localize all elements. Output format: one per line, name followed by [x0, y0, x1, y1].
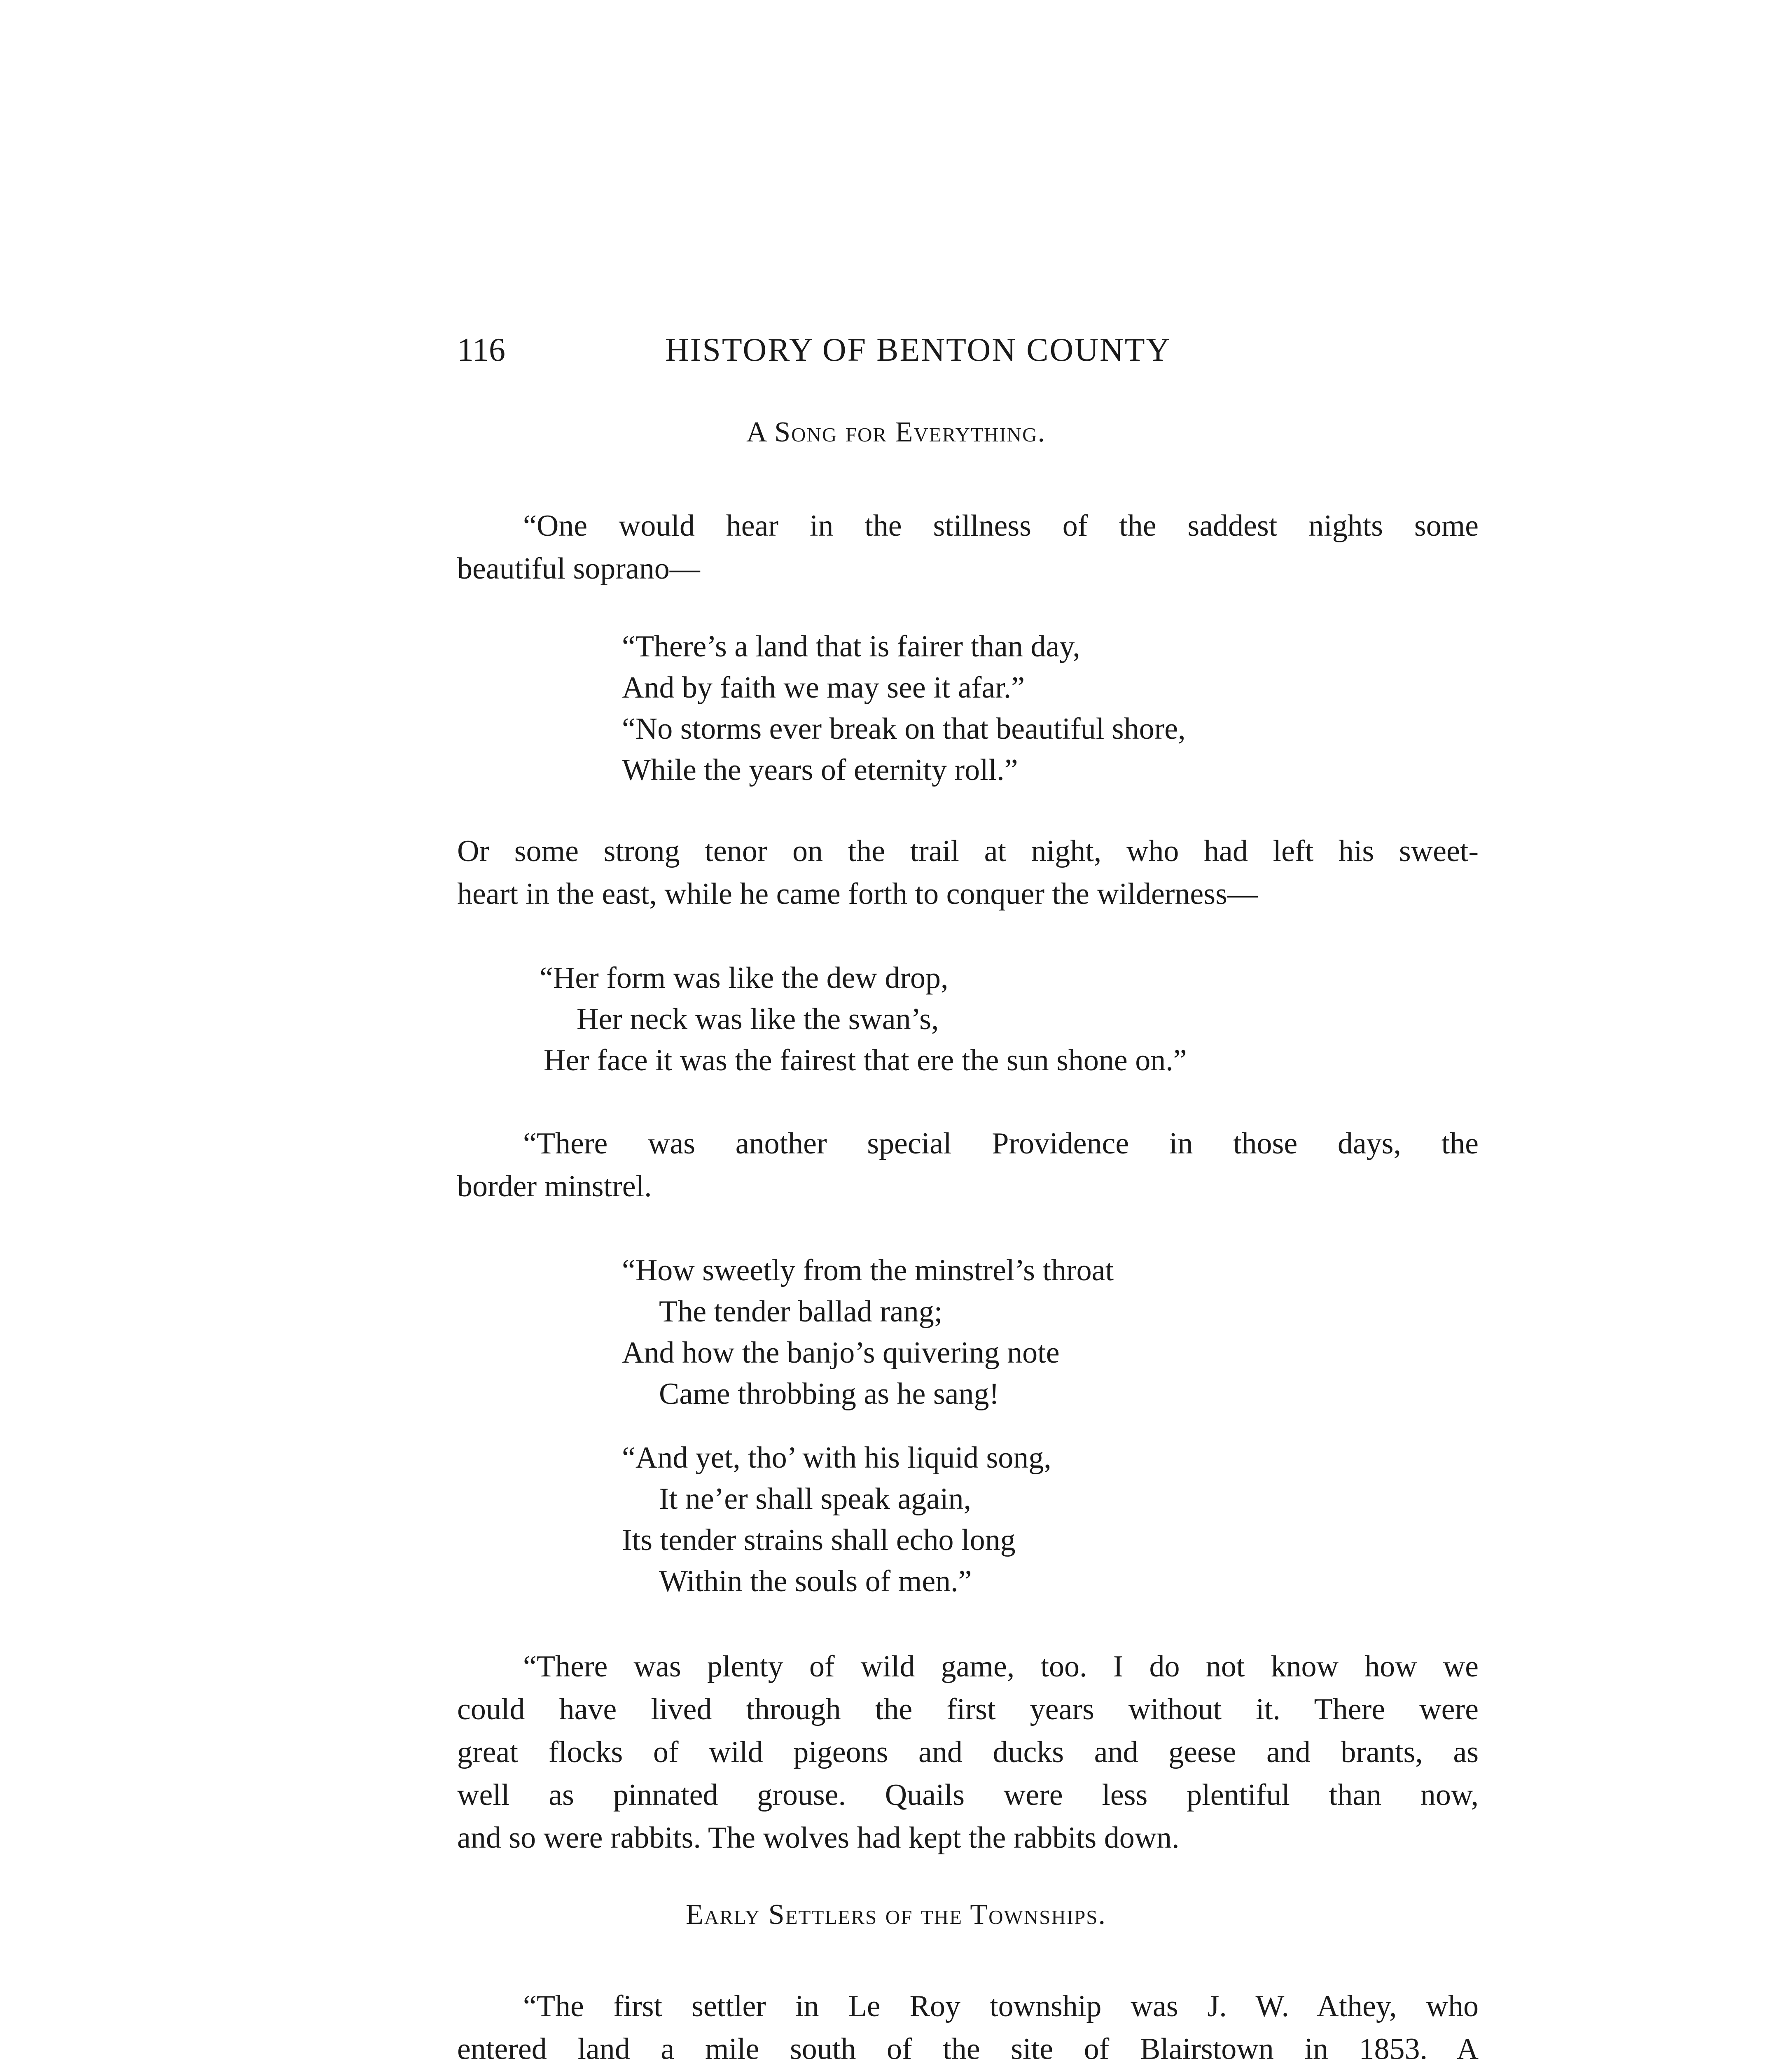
verse-minstrel-stanza-2 — [622, 1437, 1051, 1602]
verse-minstrel-stanza-1 — [622, 1250, 1114, 1415]
verse-line: Her face it was the fairest that ere the sun shone on.” — [544, 1044, 1187, 1077]
verse-line: The tender ballad rang; — [659, 1295, 943, 1328]
paragraph-line: Or some strong tenor on the trail at night, who had left his sweet- — [457, 834, 1479, 868]
verse-line: While the years of eternity roll.” — [622, 753, 1018, 787]
verse-line: Her neck was like the swan’s, — [577, 1002, 939, 1036]
paragraph-tenor — [457, 830, 1479, 915]
verse-line: “No storms ever break on that beautiful shore, — [622, 712, 1186, 746]
paragraph-minstrel — [457, 1122, 1479, 1208]
verse-line: “And yet, tho’ with his liquid song, — [622, 1441, 1051, 1475]
verse-line: It ne’er shall speak again, — [659, 1482, 972, 1516]
page-number: 116 — [457, 332, 506, 368]
paragraph-line: “There was plenty of wild game, too. I do not know how we — [523, 1650, 1479, 1683]
paragraph-line: and so were rabbits. The wolves had kept the rabbits down. — [457, 1821, 1180, 1855]
paragraph-wild-game — [457, 1645, 1479, 1859]
page-header — [457, 329, 1281, 375]
verse-line: “There’s a land that is fairer than day, — [622, 630, 1080, 663]
verse-line: Within the souls of men.” — [659, 1564, 972, 1598]
verse-line: Came throbbing as he sang! — [659, 1377, 1000, 1411]
paragraph-soprano — [457, 504, 1479, 590]
verse-fairer-land — [622, 626, 1186, 791]
section-heading-settlers: Early Settlers of the Townships. — [685, 1899, 1107, 1931]
verse-line: And how the banjo’s quivering note — [622, 1336, 1060, 1370]
paragraph-line: well as pinnated grouse. Quails were less plentiful than now, — [457, 1778, 1479, 1812]
paragraph-le-roy — [457, 1985, 1479, 2059]
paragraph-line: beautiful soprano— — [457, 552, 700, 586]
running-head: HISTORY OF BENTON COUNTY — [665, 332, 1171, 368]
paragraph-line: “There was another special Providence in those days, the — [523, 1127, 1479, 1160]
paragraph-line: entered land a mile south of the site of Blairstown in 1853. A — [457, 2032, 1479, 2059]
paragraph-line: great flocks of wild pigeons and ducks and geese and brants, as — [457, 1735, 1479, 1769]
verse-line: “Her form was like the dew drop, — [540, 961, 949, 995]
paragraph-line: could have lived through the first years without it. There were — [457, 1692, 1479, 1726]
verse-dew-drop — [540, 957, 1187, 1081]
paragraph-line: “The first settler in Le Roy township was J. W. Athey, who — [523, 1989, 1479, 2023]
verse-line: “How sweetly from the minstrel’s throat — [622, 1254, 1114, 1287]
verse-line: And by faith we may see it afar.” — [622, 671, 1025, 705]
paragraph-line: “One would hear in the stillness of the saddest nights some — [523, 509, 1479, 543]
paragraph-line: heart in the east, while he came forth to conquer the wilderness— — [457, 877, 1258, 911]
paragraph-line: border minstrel. — [457, 1170, 652, 1203]
section-heading-song: A Song for Everything. — [746, 416, 1046, 448]
verse-line: Its tender strains shall echo long — [622, 1523, 1016, 1557]
